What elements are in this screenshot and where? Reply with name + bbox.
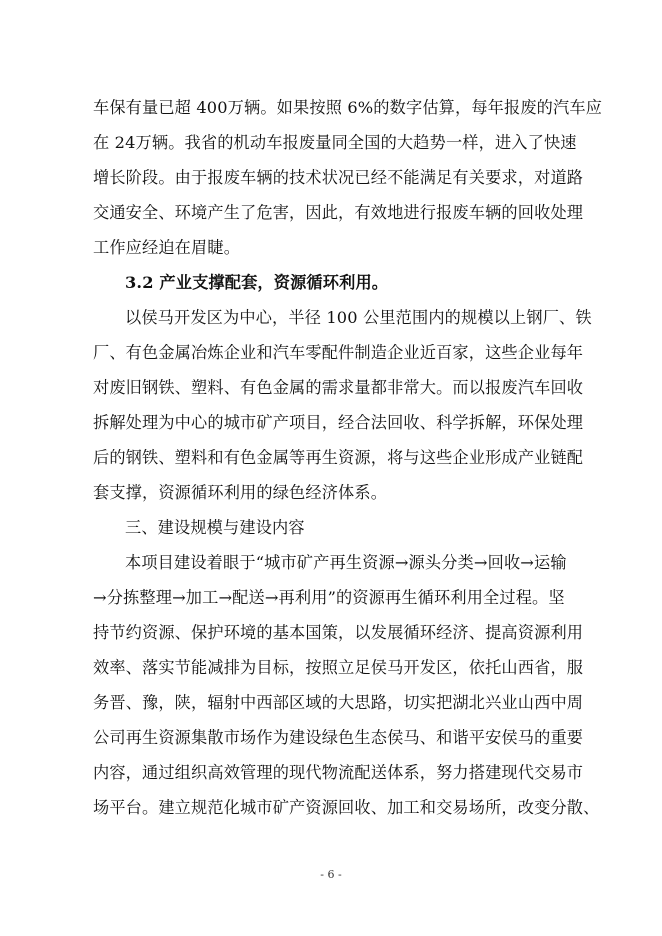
paragraph-3-line-7: 内容，通过组织高效管理的现代物流配送体系，努力搭建现代交易市 (93, 763, 584, 782)
paragraph-2-line-5: 后的钢铁、塑料和有色金属等再生资源，将与这些企业形成产业链配 (93, 448, 584, 467)
paragraph-2-line-2: 厂、有色金属冶炼企业和汽车零配件制造企业近百家，这些企业每年 (93, 343, 584, 362)
paragraph-3-line-4: 效率、落实节能减排为目标，按照立足侯马开发区，依托山西省，服 (93, 658, 584, 677)
page-number: - 6 - (320, 868, 342, 881)
paragraph-2-line-4: 拆解处理为中心的城市矿产项目，经合法回收、科学拆解，环保处理 (93, 413, 584, 432)
section-heading-3: 三、建设规模与建设内容 (125, 518, 305, 537)
paragraph-3-line-6: 公司再生资源集散市场作为建设绿色生态侯马、和谐平安侯马的重要 (93, 728, 584, 747)
paragraph-2-line-6: 套支撑，资源循环利用的绿色经济体系。 (93, 483, 388, 502)
paragraph-3-line-5: 务晋、豫，陕，辐射中西部区域的大思路，切实把湖北兴业山西中周 (93, 693, 584, 712)
paragraph-3-line-8: 场平台。建立规范化城市矿产资源回收、加工和交易场所，改变分散、 (93, 798, 600, 817)
paragraph-1-line-2: 在 24万辆。我省的机动车报废量同全国的大趋势一样，进入了快速 (93, 133, 577, 152)
paragraph-1-line-4: 交通安全、环境产生了危害，因此，有效地进行报废车辆的回收处理 (93, 203, 584, 222)
paragraph-1-line-1: 车保有量已超 400万辆。如果按照 6%的数字估算，每年报废的汽车应 (93, 98, 603, 117)
paragraph-2-line-3: 对废旧钢铁、塑料、有色金属的需求量都非常大。而以报废汽车回收 (93, 378, 584, 397)
paragraph-2-line-1: 以侯马开发区为中心，半径 100 公里范围内的规模以上钢厂、铁 (125, 308, 592, 327)
paragraph-3-line-1: 本项目建设着眼于“城市矿产再生资源→源头分类→回收→运输 (125, 553, 567, 572)
paragraph-1-line-5: 工作应经迫在眉睫。 (93, 238, 241, 257)
paragraph-3-line-3: 持节约资源、保护环境的基本国策，以发展循环经济、提高资源利用 (93, 623, 584, 642)
paragraph-1-line-3: 增长阶段。由于报废车辆的技术状况已经不能满足有关要求，对道路 (93, 168, 584, 187)
paragraph-3-line-2: →分拣整理→加工→配送→再利用”的资源再生循环利用全过程。坚 (93, 588, 565, 607)
subsection-heading-3-2: 3.2 产业支撑配套，资源循环利用。 (125, 273, 389, 292)
